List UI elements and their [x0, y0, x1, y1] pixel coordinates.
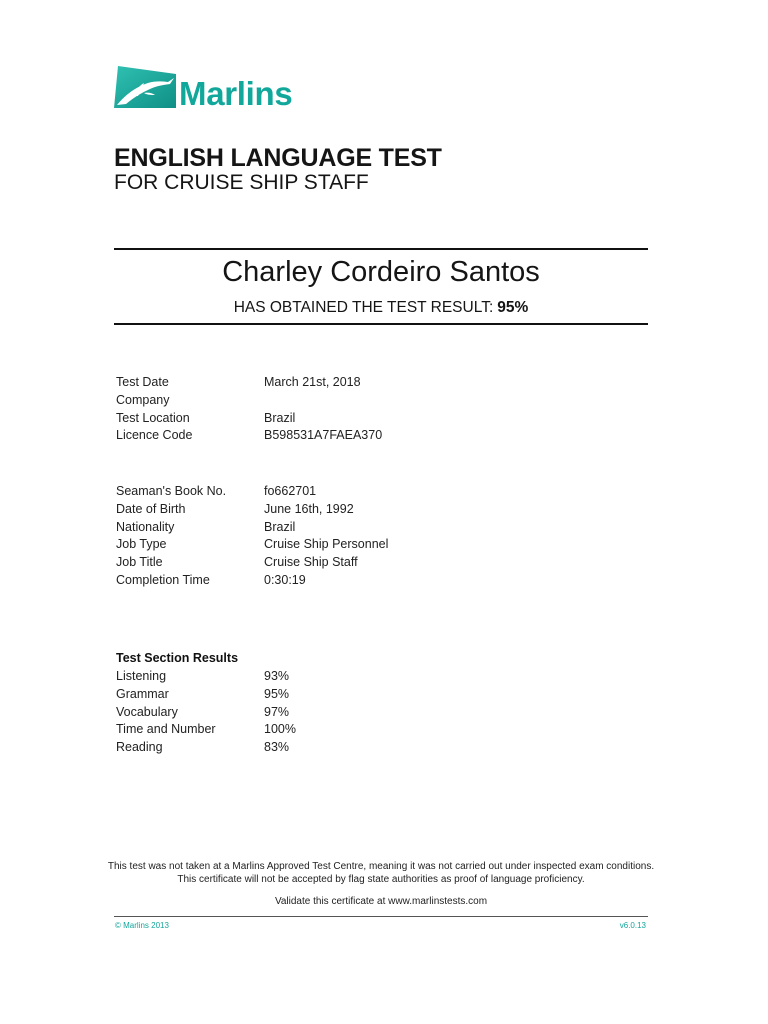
- info-label: Nationality: [116, 519, 175, 534]
- brand-name: Marlins: [179, 75, 293, 112]
- footer-copyright: © Marlins 2013: [115, 921, 169, 930]
- info-label: Seaman's Book No.: [116, 484, 227, 498]
- section-score: 100%: [264, 722, 296, 737]
- info-row: [116, 392, 382, 410]
- info-row: [116, 483, 388, 501]
- section-result-row: [116, 704, 296, 722]
- section-result-row: [116, 721, 296, 739]
- info-label: Job Title: [116, 555, 163, 570]
- info-value: B598531A7FAEA370: [264, 428, 383, 443]
- info-label: Licence Code: [116, 428, 193, 443]
- info-value: Cruise Ship Staff: [264, 555, 358, 570]
- result-statement: [114, 299, 648, 316]
- section-result-row: [116, 668, 296, 686]
- info-row: [116, 572, 388, 590]
- info-row: [116, 519, 388, 537]
- footer-divider: [114, 916, 648, 917]
- section-score: 83%: [264, 740, 290, 755]
- marlin-fish-logo-icon: [114, 64, 176, 108]
- personal-info-block: [116, 483, 388, 590]
- info-value: March 21st, 2018: [264, 375, 361, 389]
- info-value: fo662701: [264, 484, 317, 498]
- info-label: Test Date: [116, 375, 169, 389]
- info-row: [116, 536, 388, 554]
- result-label: HAS OBTAINED THE TEST RESULT:: [233, 299, 494, 316]
- info-row: [116, 501, 388, 519]
- info-label: Company: [116, 392, 170, 407]
- info-value: [264, 392, 382, 410]
- test-info-block: [116, 374, 382, 445]
- section-label: Vocabulary: [116, 704, 178, 719]
- disclaimer-line-1: This test was not taken at a Marlins Approved Test Centre, meaning it was not carried out under inspected exam conditions.: [107, 861, 655, 872]
- info-row: [116, 410, 382, 428]
- section-label: Grammar: [116, 686, 169, 701]
- info-value: Cruise Ship Personnel: [264, 537, 389, 552]
- info-value: June 16th, 1992: [264, 501, 354, 516]
- bottom-divider: [114, 323, 648, 325]
- info-row: [116, 427, 382, 445]
- section-score: 97%: [264, 704, 290, 719]
- document-title: ENGLISH LANGUAGE TEST: [114, 144, 442, 172]
- footer-version: v6.0.13: [619, 921, 646, 930]
- info-label: Job Type: [116, 537, 167, 552]
- section-result-row: [116, 686, 296, 704]
- section-results-block: [116, 668, 296, 757]
- section-label: Time and Number: [116, 722, 216, 737]
- info-row: [116, 374, 382, 392]
- info-label: Test Location: [116, 410, 190, 425]
- document-subtitle: FOR CRUISE SHIP STAFF: [114, 171, 369, 194]
- section-label: Listening: [116, 669, 167, 683]
- info-value: Brazil: [264, 519, 296, 534]
- section-results-heading: Test Section Results: [116, 651, 239, 665]
- section-result-row: [116, 739, 296, 757]
- info-label: Date of Birth: [116, 501, 186, 516]
- overall-result-value: 95%: [497, 299, 529, 316]
- candidate-name: Charley Cordeiro Santos: [222, 256, 540, 288]
- info-row: [116, 554, 388, 572]
- section-score: 95%: [264, 686, 290, 701]
- info-value: Brazil: [264, 410, 296, 425]
- section-label: Reading: [116, 740, 163, 755]
- info-value: 0:30:19: [264, 572, 306, 587]
- info-label: Completion Time: [116, 572, 210, 587]
- disclaimer-line-2: This certificate will not be accepted by flag state authorities as proof of language proficiency.: [177, 874, 585, 885]
- validation-note: Validate this certificate at www.marlinstests.com: [274, 896, 488, 907]
- marlins-logo: [114, 64, 293, 112]
- top-divider: [114, 248, 648, 250]
- section-score: 93%: [264, 669, 290, 683]
